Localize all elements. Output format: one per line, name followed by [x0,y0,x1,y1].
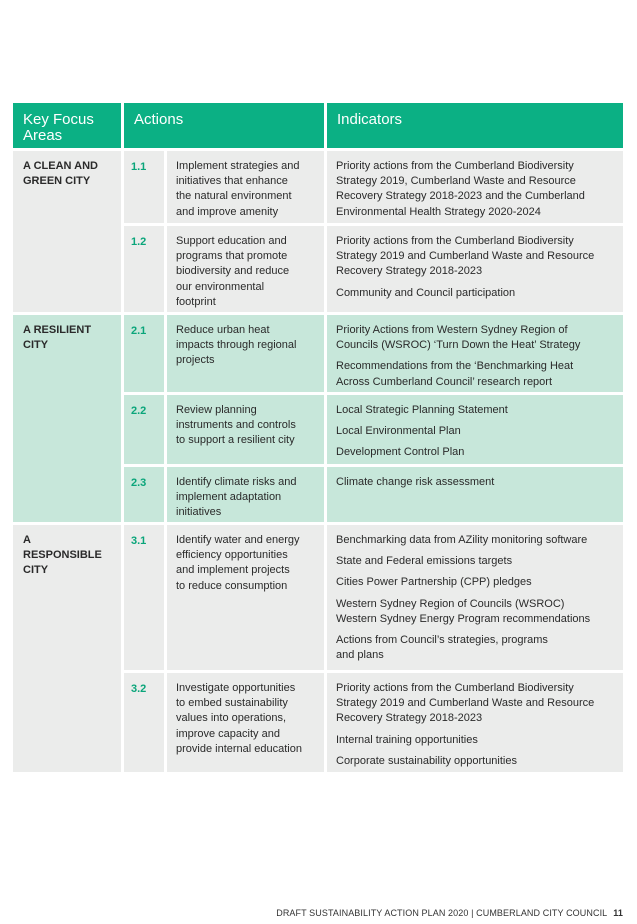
indicator-line: Development Control Plan [336,446,465,459]
action-line: to reduce consumption [176,579,288,592]
action-line: instruments and controls [176,419,296,432]
indicator-line: Priority actions from the Cumberland Biodiversity [336,160,574,172]
action-number: 3.2 [124,673,164,772]
action-line: initiatives [176,506,222,519]
indicator-line: State and Federal emissions targets [336,555,513,568]
action-description [167,315,324,392]
page-footer [0,908,623,918]
indicator-line: Corporate sustainability opportunities [336,754,517,767]
indicator-cell [327,395,623,464]
action-line: provide internal education [176,742,302,755]
area-clean-green-city [13,151,121,312]
indicator-line: Strategy 2019 and Cumberland Waste and Resource [336,697,595,710]
indicator-line: Recommendations from the ‘Benchmarking Heat [336,360,574,373]
indicator-line: Actions from Council’s strategies, programs [336,634,548,647]
indicator-line: Recovery Strategy 2018-2023 [336,712,483,725]
action-description [167,673,324,772]
area-label: CITY [23,339,49,351]
indicator-line: Recovery Strategy 2018-2023 and the Cumberland [336,190,585,203]
area-label: A RESILIENT [23,324,92,336]
action-line: Review planning [176,404,257,416]
area-responsible-city [13,525,121,772]
area-label: A RESPONSIBLE [23,534,102,561]
action-line: to embed sustainability [176,697,288,710]
action-number: 2.2 [124,395,164,464]
indicator-line: Benchmarking data from AZility monitoring software [336,534,588,546]
action-line: impacts through regional [176,339,297,352]
action-number: 2.1 [124,315,164,392]
action-line: to support a resilient city [176,434,295,447]
header-col1-line1: Key Focus [23,111,94,128]
area-label: A CLEAN AND [23,160,98,172]
action-line: the natural environment [176,190,292,203]
action-line: projects [176,354,215,367]
indicator-line: Strategy 2019 and Cumberland Waste and Resource [336,250,595,263]
indicator-line: Councils (WSROC) ‘Turn Down the Heat’ Strategy [336,339,581,352]
action-line: Reduce urban heat [176,324,270,336]
action-line: programs that promote [176,250,288,263]
indicator-cell [327,151,623,223]
indicator-line: Across Cumberland Council’ research report [336,375,553,388]
area-label: CITY [23,564,49,576]
header-actions [124,103,324,148]
indicator-cell [327,673,623,772]
indicator-line: Environmental Health Strategy 2020-2024 [336,205,541,218]
page-number: 11 [613,908,623,918]
action-line: improve capacity and [176,727,280,740]
action-line: our environmental [176,280,265,293]
header-key-focus-areas [13,103,121,148]
indicator-line: Local Strategic Planning Statement [336,404,508,416]
indicator-cell [327,525,623,670]
indicator-cell [327,226,623,312]
action-description [167,525,324,670]
action-line: footprint [176,295,216,308]
indicator-line: Climate change risk assessment [336,476,495,488]
area-label: GREEN CITY [23,175,91,187]
action-line: biodiversity and reduce [176,265,290,278]
action-line: implement adaptation [176,491,282,504]
action-line: Implement strategies and [176,160,300,172]
action-number: 1.1 [124,151,164,223]
action-description [167,467,324,522]
indicator-line: Strategy 2019, Cumberland Waste and Resource [336,175,576,188]
action-line: and improve amenity [176,205,279,218]
action-line: values into operations, [176,712,287,725]
header-col3: Indicators [337,111,403,128]
action-description [167,151,324,223]
header-col1-line2: Areas [23,127,63,144]
action-description [167,226,324,312]
action-description [167,395,324,464]
footer-text: DRAFT SUSTAINABILITY ACTION PLAN 2020 | CUMBERLAND CITY COUNCIL [276,908,608,918]
action-line: Support education and [176,235,287,247]
indicator-line: and plans [336,649,384,662]
action-number: 2.3 [124,467,164,522]
action-line: Investigate opportunities [176,682,296,694]
indicator-line: Priority actions from the Cumberland Biodiversity [336,682,574,694]
indicator-line: Internal training opportunities [336,733,478,746]
indicator-line: Western Sydney Energy Program recommendations [336,612,591,625]
indicator-cell [327,467,623,522]
action-line: Identify water and energy [176,534,300,546]
indicator-line: Local Environmental Plan [336,425,461,438]
header-col2: Actions [134,111,184,128]
area-resilient-city [13,315,121,522]
action-line: Identify climate risks and [176,476,297,488]
indicator-line: Recovery Strategy 2018-2023 [336,265,483,278]
action-number: 3.1 [124,525,164,670]
indicator-line: Priority Actions from Western Sydney Region of [336,324,568,336]
action-number: 1.2 [124,226,164,312]
action-line: initiatives that enhance [176,175,288,188]
indicator-line: Western Sydney Region of Councils (WSROC) [336,597,565,610]
action-line: efficiency opportunities [176,549,288,562]
indicator-line: Cities Power Partnership (CPP) pledges [336,576,532,589]
indicator-line: Community and Council participation [336,286,516,299]
indicator-cell [327,315,623,392]
header-indicators [327,103,623,148]
action-line: and implement projects [176,564,290,577]
indicator-line: Priority actions from the Cumberland Biodiversity [336,235,574,247]
